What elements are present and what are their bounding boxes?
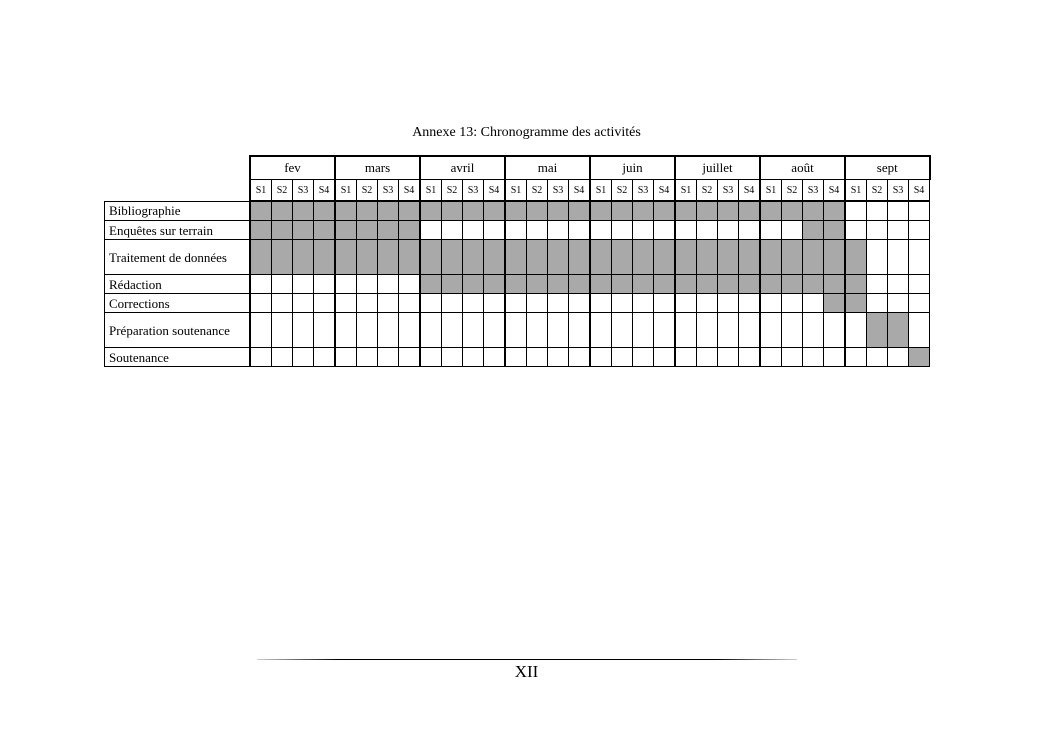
schedule-cell-active <box>675 275 697 294</box>
schedule-cell <box>867 275 888 294</box>
schedule-cell <box>888 275 909 294</box>
week-header: S1 <box>590 180 612 202</box>
header-corner <box>105 180 251 202</box>
schedule-cell-active <box>612 201 633 221</box>
schedule-cell-active <box>739 275 761 294</box>
schedule-cell <box>760 294 782 313</box>
week-header: S1 <box>675 180 697 202</box>
week-header: S4 <box>399 180 421 202</box>
schedule-cell <box>909 294 930 313</box>
schedule-cell <box>675 294 697 313</box>
schedule-cell-active <box>782 275 803 294</box>
schedule-cell <box>845 313 867 348</box>
week-header: S2 <box>442 180 463 202</box>
schedule-cell <box>867 240 888 275</box>
schedule-cell-active <box>314 240 336 275</box>
schedule-cell <box>335 294 357 313</box>
schedule-cell <box>378 294 399 313</box>
schedule-cell <box>442 348 463 367</box>
schedule-cell <box>845 348 867 367</box>
schedule-cell-active <box>569 240 591 275</box>
schedule-cell-active <box>590 275 612 294</box>
schedule-cell-active <box>867 313 888 348</box>
week-header: S3 <box>463 180 484 202</box>
schedule-cell <box>803 348 824 367</box>
schedule-cell <box>739 221 761 240</box>
week-header: S4 <box>569 180 591 202</box>
month-header: juin <box>590 156 675 180</box>
schedule-cell <box>590 348 612 367</box>
schedule-cell-active <box>824 294 846 313</box>
schedule-cell-active <box>399 240 421 275</box>
page-title: Annexe 13: Chronogramme des activités <box>412 125 641 140</box>
schedule-cell <box>548 294 569 313</box>
schedule-cell-active <box>760 275 782 294</box>
activity-label: Corrections <box>105 294 251 313</box>
schedule-cell-active <box>654 275 676 294</box>
week-header-row <box>105 180 930 202</box>
schedule-cell <box>314 348 336 367</box>
schedule-cell <box>888 294 909 313</box>
schedule-cell <box>399 294 421 313</box>
schedule-cell-active <box>782 240 803 275</box>
schedule-cell-active <box>633 275 654 294</box>
month-header: mai <box>505 156 590 180</box>
schedule-cell <box>888 221 909 240</box>
schedule-cell <box>697 221 718 240</box>
week-header: S4 <box>824 180 846 202</box>
schedule-cell-active <box>484 240 506 275</box>
schedule-cell-active <box>824 275 846 294</box>
schedule-cell-active <box>293 201 314 221</box>
schedule-cell-active <box>463 240 484 275</box>
schedule-cell <box>505 221 527 240</box>
schedule-cell <box>569 294 591 313</box>
schedule-cell-active <box>697 201 718 221</box>
schedule-cell <box>399 275 421 294</box>
schedule-cell-active <box>527 201 548 221</box>
schedule-cell <box>909 201 930 221</box>
schedule-cell <box>654 221 676 240</box>
schedule-cell <box>527 221 548 240</box>
activity-label: Préparation soutenance <box>105 313 251 348</box>
schedule-cell <box>612 348 633 367</box>
week-header: S4 <box>739 180 761 202</box>
schedule-cell <box>357 313 378 348</box>
activity-label: Enquêtes sur terrain <box>105 221 251 240</box>
schedule-cell <box>335 348 357 367</box>
activity-label: Soutenance <box>105 348 251 367</box>
schedule-cell-active <box>335 201 357 221</box>
schedule-cell <box>335 275 357 294</box>
schedule-cell <box>420 221 442 240</box>
schedule-cell <box>335 313 357 348</box>
schedule-cell-active <box>378 221 399 240</box>
month-header: juillet <box>675 156 760 180</box>
schedule-cell <box>357 294 378 313</box>
week-header: S3 <box>888 180 909 202</box>
schedule-cell <box>845 221 867 240</box>
schedule-cell <box>484 221 506 240</box>
activity-label: Bibliographie <box>105 201 251 221</box>
schedule-cell <box>654 313 676 348</box>
schedule-cell <box>250 348 272 367</box>
schedule-cell-active <box>484 275 506 294</box>
schedule-cell-active <box>739 240 761 275</box>
schedule-cell <box>697 348 718 367</box>
schedule-cell-active <box>718 275 739 294</box>
week-header: S3 <box>633 180 654 202</box>
schedule-cell-active <box>909 348 930 367</box>
schedule-cell <box>399 313 421 348</box>
schedule-cell <box>484 348 506 367</box>
schedule-cell-active <box>675 240 697 275</box>
schedule-cell-active <box>420 201 442 221</box>
month-header-row <box>105 156 930 180</box>
schedule-cell <box>782 313 803 348</box>
schedule-cell <box>357 275 378 294</box>
schedule-cell <box>272 348 293 367</box>
schedule-cell <box>888 201 909 221</box>
schedule-cell <box>442 294 463 313</box>
schedule-cell <box>569 221 591 240</box>
month-header: août <box>760 156 845 180</box>
footer-divider <box>257 659 797 660</box>
schedule-cell <box>824 313 846 348</box>
schedule-cell <box>718 221 739 240</box>
week-header: S2 <box>272 180 293 202</box>
schedule-cell <box>463 221 484 240</box>
schedule-cell-active <box>463 201 484 221</box>
schedule-cell <box>909 221 930 240</box>
header-corner <box>105 156 251 180</box>
schedule-cell <box>272 294 293 313</box>
schedule-cell-active <box>463 275 484 294</box>
schedule-cell <box>378 348 399 367</box>
schedule-cell-active <box>633 240 654 275</box>
schedule-cell-active <box>527 240 548 275</box>
activity-chronogram-table <box>104 155 931 367</box>
schedule-cell-active <box>378 201 399 221</box>
schedule-cell-active <box>420 275 442 294</box>
week-header: S3 <box>803 180 824 202</box>
schedule-cell <box>293 348 314 367</box>
schedule-cell <box>463 294 484 313</box>
activity-row <box>105 313 930 348</box>
schedule-cell-active <box>250 240 272 275</box>
schedule-cell <box>399 348 421 367</box>
schedule-cell-active <box>845 275 867 294</box>
schedule-cell <box>739 313 761 348</box>
schedule-cell <box>675 221 697 240</box>
schedule-cell <box>845 201 867 221</box>
schedule-cell <box>378 313 399 348</box>
schedule-cell-active <box>590 201 612 221</box>
schedule-cell <box>442 221 463 240</box>
schedule-cell <box>378 275 399 294</box>
schedule-cell <box>272 313 293 348</box>
schedule-cell-active <box>442 275 463 294</box>
schedule-cell <box>739 348 761 367</box>
schedule-cell <box>548 313 569 348</box>
week-header: S4 <box>484 180 506 202</box>
week-header: S1 <box>505 180 527 202</box>
schedule-cell <box>888 348 909 367</box>
schedule-cell-active <box>697 275 718 294</box>
week-header: S2 <box>357 180 378 202</box>
week-header: S4 <box>654 180 676 202</box>
schedule-cell-active <box>335 240 357 275</box>
schedule-cell-active <box>314 201 336 221</box>
month-header: avril <box>420 156 505 180</box>
schedule-cell <box>697 313 718 348</box>
week-header: S3 <box>548 180 569 202</box>
schedule-cell-active <box>548 201 569 221</box>
activity-row <box>105 221 930 240</box>
week-header: S2 <box>612 180 633 202</box>
schedule-cell <box>420 348 442 367</box>
schedule-cell <box>909 313 930 348</box>
schedule-cell-active <box>697 240 718 275</box>
activity-rows <box>105 201 930 367</box>
schedule-cell <box>527 313 548 348</box>
schedule-cell <box>463 348 484 367</box>
schedule-cell <box>527 294 548 313</box>
schedule-cell <box>654 348 676 367</box>
schedule-cell <box>654 294 676 313</box>
week-header: S3 <box>718 180 739 202</box>
schedule-cell-active <box>803 275 824 294</box>
schedule-cell <box>824 348 846 367</box>
schedule-cell <box>272 275 293 294</box>
schedule-cell <box>505 348 527 367</box>
schedule-cell <box>590 221 612 240</box>
schedule-cell <box>548 221 569 240</box>
schedule-cell-active <box>569 201 591 221</box>
schedule-cell <box>803 313 824 348</box>
schedule-cell <box>718 294 739 313</box>
schedule-cell <box>612 294 633 313</box>
schedule-cell-active <box>760 240 782 275</box>
week-header: S3 <box>378 180 399 202</box>
schedule-cell <box>633 294 654 313</box>
schedule-cell <box>760 348 782 367</box>
schedule-cell-active <box>272 240 293 275</box>
schedule-cell <box>867 201 888 221</box>
schedule-cell-active <box>250 221 272 240</box>
schedule-cell-active <box>782 201 803 221</box>
schedule-cell <box>909 240 930 275</box>
schedule-cell <box>505 313 527 348</box>
schedule-cell <box>442 313 463 348</box>
schedule-cell-active <box>718 201 739 221</box>
schedule-cell-active <box>272 201 293 221</box>
activity-row <box>105 294 930 313</box>
schedule-cell-active <box>612 275 633 294</box>
week-header: S1 <box>335 180 357 202</box>
schedule-cell-active <box>505 201 527 221</box>
week-header: S1 <box>420 180 442 202</box>
schedule-cell <box>803 294 824 313</box>
schedule-cell-active <box>335 221 357 240</box>
schedule-cell <box>463 313 484 348</box>
schedule-cell-active <box>378 240 399 275</box>
schedule-cell <box>718 313 739 348</box>
week-header: S2 <box>867 180 888 202</box>
schedule-cell <box>675 348 697 367</box>
schedule-cell <box>293 294 314 313</box>
schedule-cell-active <box>824 221 846 240</box>
schedule-cell <box>250 313 272 348</box>
schedule-cell-active <box>824 201 846 221</box>
schedule-cell <box>675 313 697 348</box>
schedule-cell-active <box>484 201 506 221</box>
schedule-cell-active <box>442 201 463 221</box>
schedule-cell <box>782 294 803 313</box>
schedule-cell <box>250 275 272 294</box>
schedule-cell-active <box>293 221 314 240</box>
schedule-cell <box>633 221 654 240</box>
schedule-cell <box>314 313 336 348</box>
schedule-cell <box>527 348 548 367</box>
schedule-cell <box>420 294 442 313</box>
schedule-cell-active <box>803 240 824 275</box>
schedule-cell <box>739 294 761 313</box>
schedule-cell <box>484 313 506 348</box>
schedule-cell <box>548 348 569 367</box>
schedule-cell <box>590 294 612 313</box>
schedule-cell <box>314 294 336 313</box>
schedule-cell <box>505 294 527 313</box>
month-header: sept <box>845 156 930 180</box>
activity-row <box>105 348 930 367</box>
schedule-cell <box>357 348 378 367</box>
week-header: S2 <box>697 180 718 202</box>
activity-row <box>105 240 930 275</box>
schedule-cell-active <box>633 201 654 221</box>
schedule-cell <box>420 313 442 348</box>
schedule-cell-active <box>760 201 782 221</box>
week-header: S3 <box>293 180 314 202</box>
schedule-cell-active <box>612 240 633 275</box>
schedule-cell-active <box>505 275 527 294</box>
schedule-cell <box>867 294 888 313</box>
schedule-cell-active <box>548 275 569 294</box>
schedule-cell-active <box>569 275 591 294</box>
schedule-cell <box>250 294 272 313</box>
schedule-cell-active <box>420 240 442 275</box>
schedule-cell-active <box>250 201 272 221</box>
schedule-cell-active <box>399 201 421 221</box>
schedule-cell <box>293 313 314 348</box>
schedule-cell-active <box>357 201 378 221</box>
schedule-cell-active <box>824 240 846 275</box>
schedule-cell <box>293 275 314 294</box>
schedule-cell <box>590 313 612 348</box>
schedule-cell-active <box>272 221 293 240</box>
schedule-cell-active <box>888 313 909 348</box>
activity-row <box>105 275 930 294</box>
week-header: S2 <box>782 180 803 202</box>
schedule-cell-active <box>590 240 612 275</box>
week-header: S2 <box>527 180 548 202</box>
schedule-cell <box>909 275 930 294</box>
schedule-cell-active <box>654 240 676 275</box>
schedule-cell <box>569 348 591 367</box>
schedule-cell-active <box>314 221 336 240</box>
schedule-cell <box>633 348 654 367</box>
schedule-cell <box>867 221 888 240</box>
schedule-cell <box>697 294 718 313</box>
schedule-cell <box>760 221 782 240</box>
schedule-cell <box>612 221 633 240</box>
schedule-cell-active <box>548 240 569 275</box>
schedule-cell <box>612 313 633 348</box>
schedule-cell <box>760 313 782 348</box>
schedule-cell-active <box>357 221 378 240</box>
schedule-cell-active <box>845 240 867 275</box>
month-header: fev <box>250 156 335 180</box>
schedule-cell-active <box>293 240 314 275</box>
schedule-cell <box>718 348 739 367</box>
schedule-cell <box>782 221 803 240</box>
schedule-cell-active <box>527 275 548 294</box>
schedule-cell-active <box>845 294 867 313</box>
schedule-cell-active <box>718 240 739 275</box>
schedule-cell <box>867 348 888 367</box>
schedule-cell-active <box>505 240 527 275</box>
schedule-cell <box>782 348 803 367</box>
schedule-cell-active <box>654 201 676 221</box>
week-header: S4 <box>314 180 336 202</box>
page-number: XII <box>514 662 539 681</box>
schedule-cell <box>569 313 591 348</box>
schedule-cell-active <box>399 221 421 240</box>
week-header: S1 <box>250 180 272 202</box>
schedule-cell-active <box>442 240 463 275</box>
schedule-cell-active <box>675 201 697 221</box>
schedule-cell-active <box>803 201 824 221</box>
schedule-cell-active <box>803 221 824 240</box>
month-header: mars <box>335 156 420 180</box>
schedule-cell-active <box>739 201 761 221</box>
activity-label: Rédaction <box>105 275 251 294</box>
activity-row <box>105 201 930 221</box>
week-header: S1 <box>845 180 867 202</box>
schedule-cell-active <box>357 240 378 275</box>
schedule-cell <box>314 275 336 294</box>
schedule-cell <box>633 313 654 348</box>
week-header: S4 <box>909 180 930 202</box>
schedule-cell <box>888 240 909 275</box>
week-header: S1 <box>760 180 782 202</box>
activity-label: Traitement de données <box>105 240 251 275</box>
schedule-cell <box>484 294 506 313</box>
